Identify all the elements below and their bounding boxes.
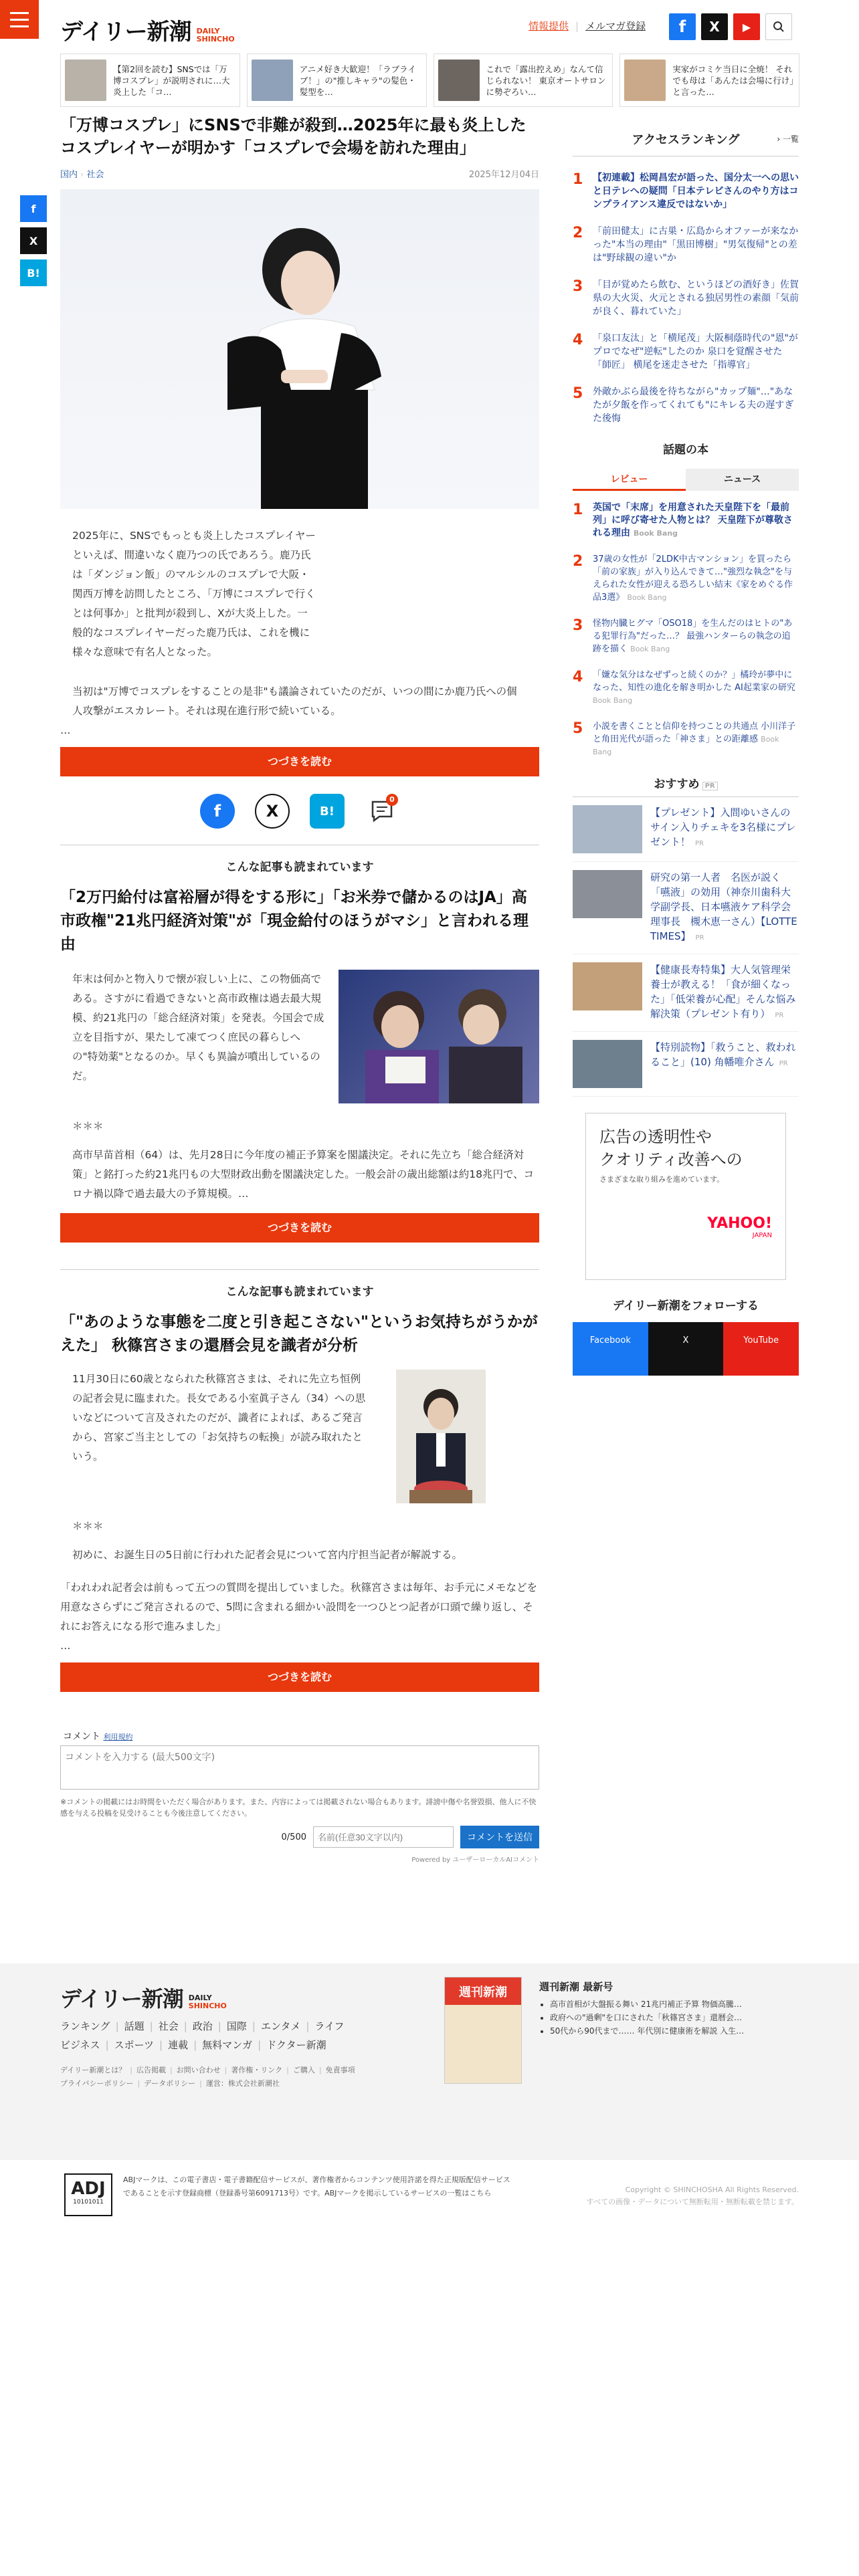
rank-number: 3 bbox=[573, 278, 583, 295]
osusume-title: おすすめ bbox=[654, 778, 700, 791]
abj-mark bbox=[64, 2173, 112, 2216]
stars: ＊＊＊ bbox=[72, 1120, 104, 1132]
search-icon[interactable] bbox=[765, 13, 792, 40]
recommend-thumbnail bbox=[573, 870, 642, 918]
footer-nav bbox=[60, 2017, 345, 2036]
site-logo[interactable] bbox=[60, 13, 235, 46]
article-date: 2025年12月04日 bbox=[468, 170, 539, 180]
footer-link[interactable]: 無料マンガ bbox=[202, 2039, 253, 2051]
ranking-title: アクセスランキング bbox=[632, 133, 740, 147]
separator: | bbox=[159, 2039, 163, 2051]
facebook-icon[interactable]: f bbox=[20, 195, 47, 222]
related-article-body bbox=[60, 970, 539, 1103]
copyright bbox=[586, 2184, 799, 2208]
recommend-item[interactable] bbox=[573, 797, 799, 862]
ranking-item[interactable] bbox=[573, 379, 799, 432]
osusume-heading bbox=[573, 774, 799, 797]
separator: | bbox=[149, 2020, 153, 2032]
book-number: 3 bbox=[573, 617, 583, 634]
book-item[interactable] bbox=[573, 611, 799, 662]
book-title: 小説を書くことと信仰を持つことの共通点 小川洋子と角田光代が語った「神さま」との距離感 bbox=[593, 722, 796, 744]
separator: | bbox=[258, 2039, 262, 2051]
footer-link[interactable]: 免責事項 bbox=[325, 2066, 355, 2074]
follow-label: Facebook bbox=[589, 1335, 631, 1346]
main-column bbox=[60, 114, 539, 1864]
promo-text: 【第2回を読む】SNSでは「万博コスプレ」が説明されに…大炎上した「コ… bbox=[113, 64, 230, 97]
book-source: Book Bang bbox=[630, 645, 670, 653]
yahoo-sub: JAPAN bbox=[752, 1232, 772, 1239]
x-icon[interactable]: X bbox=[701, 13, 728, 40]
separator: | bbox=[224, 2066, 227, 2074]
footer-nav bbox=[60, 2036, 326, 2054]
comment-section bbox=[60, 1729, 539, 1864]
recommend-item[interactable] bbox=[573, 862, 799, 954]
abj-text: ABJマークは、この電子書店・電子書籍配信サービスが、著作権者からコンテンツ使用許諾を得た正規版配信サービスであることを示す登録商標（登録番号第6091713号）です。ABJマークを掲示しているサービスの一覧はこちら bbox=[123, 2175, 510, 2197]
divider bbox=[60, 1269, 539, 1270]
ad-banner[interactable] bbox=[585, 1113, 786, 1280]
footer-link[interactable]: 著作権・リンク bbox=[231, 2066, 283, 2074]
char-count: 0/500 bbox=[281, 1832, 306, 1842]
newsletter-link[interactable]: メルマガ登録 bbox=[585, 20, 646, 32]
rank-title: 「泉口友汰」と「横尾茂」大阪桐蔭時代の"恩"がプロでなぜ"逆転"したのか 泉口を覚醒させた「師匠」 横尾を迷走させた「指導官」 bbox=[593, 333, 798, 370]
footer-link[interactable]: 国際 bbox=[226, 2020, 247, 2032]
weekly-item[interactable]: • 高市首相が大盤振る舞い 21兆円補正予算 物価高騰… bbox=[550, 1998, 767, 2011]
footer-logo-en bbox=[189, 1994, 227, 2010]
related-article-title[interactable]: 「2万円給付は富裕層が得をする形に」「お米券で儲かるのはJA」高市政権"21兆円経済対策"が「現金給付のほうがマシ」と言われる理由 bbox=[60, 889, 529, 953]
recommend-title: 研究の第一人者 名医が説く「嚥液」の効用（神奈川歯科大学副学長、日本嚥液ケア科学会理事長 槻木恵一さん）【LOTTE TIMES】 bbox=[650, 871, 797, 942]
hamburger-bar bbox=[10, 25, 29, 27]
book-source: Book Bang bbox=[593, 696, 633, 705]
related-heading: こんな記事も読まれています bbox=[225, 1285, 374, 1299]
footer-link[interactable]: 広告掲載 bbox=[136, 2066, 166, 2074]
related-article-title[interactable]: 「"あのような事態を二度と引き起こさない"というお気持ちがうかがえた」 秋篠宮さまの還暦会見を識者が分析 bbox=[60, 1313, 538, 1354]
follow-label: YouTube bbox=[743, 1335, 779, 1346]
footer-logo[interactable] bbox=[60, 1982, 227, 2013]
book-source: Book Bang bbox=[627, 593, 667, 602]
comment-count-badge: 0 bbox=[386, 794, 398, 806]
recommend-title: 【特別読物】「救うこと、救われること」(10) 角幡唯介さん bbox=[650, 1041, 796, 1068]
follow-heading: デイリー新潮をフォローする bbox=[612, 1299, 759, 1313]
book-title: 怪物内臓ヒグマ「OSO18」を生んだのはヒトの"ある犯罪行為"だった…？ 最強ハンターらの執念の追跡を描く bbox=[593, 619, 793, 654]
footer-link[interactable]: ドクター新潮 bbox=[266, 2039, 326, 2051]
sidebar bbox=[573, 130, 799, 1416]
recommend-item[interactable] bbox=[573, 1032, 799, 1097]
weekly-cover-title: 週刊新潮 bbox=[459, 1985, 507, 2000]
promo-item[interactable] bbox=[247, 53, 427, 107]
floating-share bbox=[20, 195, 47, 286]
related-heading: こんな記事も読まれています bbox=[225, 861, 374, 874]
article-paragraph: 「われわれ記者会は前もって五つの質問を提出していました。秋篠宮さまは毎年、お手元にメモなどを用意なさらずにご発言されるので、5問に含まれる細かい設問を一つひとつ記者が口頭で繰り返し、それにお答えになる形で進みました」 bbox=[60, 1582, 538, 1632]
continue-reading-button[interactable]: つづきを読む bbox=[60, 1213, 539, 1243]
facebook-icon: f bbox=[605, 1389, 616, 1416]
separator: | bbox=[575, 19, 579, 32]
article-paragraph: 11月30日に60歳となられた秋篠宮さまは、それに先立ち恒例の記者会見に臨まれた。長女である小室眞子さん（34）への思いなどについて言及されたのだが、識者によれば、あるご発言から、宮家ご当主としての「お気持ちの転換」が読み取れたという。 bbox=[72, 1373, 366, 1463]
books-tabs bbox=[573, 469, 799, 491]
category-link[interactable]: 社会 bbox=[86, 170, 104, 180]
hatena-icon[interactable]: B! bbox=[20, 259, 47, 286]
comment-note: ※コメントの掲載にはお時間をいただく場合があります。また、内容によっては掲載されない場合もあります。誹謗中傷や名誉毀損、他人に不快感を与える投稿を見受けることも今後注意してください。 bbox=[60, 1798, 537, 1818]
promo-thumbnail bbox=[252, 60, 293, 101]
weekly-title: 週刊新潮 最新号 bbox=[539, 1981, 613, 1993]
footer-link[interactable]: 話題 bbox=[124, 2020, 145, 2032]
recommend-thumbnail bbox=[573, 1040, 642, 1088]
separator: | bbox=[115, 2020, 119, 2032]
x-icon[interactable]: X bbox=[255, 794, 290, 829]
footer-link[interactable]: ランキング bbox=[60, 2020, 110, 2032]
article-paragraph: 年末は何かと物入りで懐が寂しい上に、この物価高である。さすがに看過できないと高市政権は過去最大規模、約21兆円の「総合経済対策」を発表。今国会で成立を目指すが、果たして凍てつく庶民の暮らしへの"特効薬"となるのか。早くも異論が噴出しているのだ。 bbox=[72, 973, 324, 1082]
tab-news[interactable]: ニュース bbox=[686, 469, 799, 491]
book-title-wrap bbox=[593, 553, 799, 604]
stars: ＊＊＊ bbox=[72, 1520, 104, 1532]
book-number: 5 bbox=[573, 720, 583, 737]
pr-tag: PR bbox=[702, 782, 718, 790]
abj-number: 10101011 bbox=[73, 2199, 104, 2206]
book-item[interactable] bbox=[573, 714, 799, 765]
logo-text: デイリー新潮 bbox=[60, 19, 191, 45]
promo-item[interactable] bbox=[619, 53, 799, 107]
submit-comment-button[interactable]: コメントを送信 bbox=[460, 1826, 539, 1848]
footer-link[interactable]: スポーツ bbox=[114, 2039, 155, 2051]
book-item[interactable] bbox=[573, 662, 799, 714]
separator: | bbox=[169, 2066, 173, 2074]
book-title-wrap bbox=[593, 669, 799, 707]
footer-link[interactable]: 運営：株式会社新潮社 bbox=[205, 2079, 280, 2088]
article-hero-image bbox=[60, 189, 539, 509]
ellipsis: … bbox=[60, 1640, 71, 1652]
promo-item[interactable] bbox=[60, 53, 240, 107]
footer-logo-text: デイリー新潮 bbox=[60, 1986, 183, 2012]
menu-button[interactable] bbox=[0, 0, 39, 39]
footer-link[interactable]: ライフ bbox=[314, 2020, 345, 2032]
comment-textarea[interactable] bbox=[60, 1745, 539, 1790]
footer-link[interactable]: 政治 bbox=[192, 2020, 213, 2032]
ranking-more-link[interactable]: › 一覧 bbox=[777, 134, 799, 144]
terms-link[interactable]: 利用規約 bbox=[103, 1733, 133, 1741]
separator: | bbox=[318, 2066, 322, 2074]
promo-thumbnail bbox=[65, 60, 106, 101]
related-article-image bbox=[396, 1370, 486, 1503]
rank-title: 外敵かぶら最後を待ちながら"カップ麺"…"あなたが夕飯を作ってくれても"にキレる夫の遅すぎた後悔 bbox=[593, 387, 794, 424]
promo-item[interactable] bbox=[434, 53, 613, 107]
related-article-image bbox=[339, 970, 539, 1103]
footer-link[interactable]: データポリシー bbox=[144, 2079, 196, 2088]
article-paragraph: 高市早苗首相（64）は、先月28日に今年度の補正予算案を閣議決定。それに先立ち「総合経済対策」と銘打った約21兆円もの大型財政出動を閣議決定した。一般会計の歳出総額は約18兆円で、コロナ禍以降で過去最大の予算規模。… bbox=[72, 1149, 535, 1200]
abj-label: ADJ bbox=[71, 2179, 106, 2199]
separator: | bbox=[130, 2066, 132, 2074]
footer bbox=[0, 1963, 859, 2160]
footer-bottom bbox=[0, 2160, 859, 2240]
recommend-title: 【プレゼント】入間ゆいさんのサイン入りチェキを3名様にプレゼント！ bbox=[650, 807, 796, 848]
ad-line: クオリティ改善への bbox=[599, 1150, 743, 1169]
ellipsis: … bbox=[60, 724, 71, 736]
rank-number: 5 bbox=[573, 385, 583, 402]
book-title-wrap bbox=[593, 720, 799, 758]
footer-small-links bbox=[60, 2064, 355, 2077]
ranking-item[interactable] bbox=[573, 272, 799, 325]
ad-line: 広告の透明性や bbox=[599, 1128, 712, 1146]
hatena-icon[interactable]: B! bbox=[310, 794, 345, 829]
footer-link[interactable]: エンタメ bbox=[260, 2020, 301, 2032]
powered-by: Powered by ユーザーローカルAIコメント bbox=[411, 1856, 539, 1864]
separator: | bbox=[286, 2066, 289, 2074]
separator: | bbox=[137, 2079, 140, 2088]
yahoo-logo: YAHOO! bbox=[707, 1215, 772, 1232]
category-link[interactable]: 国内 bbox=[60, 170, 78, 180]
footer-link[interactable]: ご購入 bbox=[292, 2066, 315, 2074]
comment-icon[interactable] bbox=[365, 794, 399, 829]
promo-strip bbox=[60, 53, 799, 107]
youtube-icon: ▶ bbox=[753, 1389, 769, 1411]
recommend-text-wrap bbox=[650, 870, 799, 946]
logo-en-shincho: SHINCHO bbox=[188, 2002, 227, 2010]
books-list bbox=[573, 495, 799, 765]
footer-link[interactable]: プライバシーポリシー bbox=[60, 2079, 134, 2088]
book-title-wrap bbox=[593, 502, 799, 540]
follow-youtube[interactable] bbox=[723, 1322, 799, 1411]
pr-tag: PR bbox=[695, 934, 704, 942]
weekly-items bbox=[539, 1998, 767, 2038]
youtube-icon[interactable]: ▶ bbox=[733, 13, 760, 40]
recommend-thumbnail bbox=[573, 805, 642, 853]
x-icon: X bbox=[677, 1389, 694, 1414]
separator: | bbox=[183, 2020, 187, 2032]
book-title: 37歳の女性が「2LDK中古マンション」を買ったら「前の家族」が入り込んできて…"強烈な執念"を与えられた女性が迎える恐ろしい結末《家をめぐる作品3選》 bbox=[593, 554, 793, 603]
recommend-title: 【健康長寿特集】大人気管理栄養士が教える！「食が細くなった」「低栄養が心配」そんな悩み解決策（プレゼント有り） bbox=[650, 964, 796, 1020]
hamburger-bar bbox=[10, 12, 29, 14]
ad-line: さまざまな取り組みを進めています。 bbox=[599, 1175, 725, 1184]
weekly-item[interactable]: • 政府への"過剰"を口にされた「秋篠宮さま」還暦会… bbox=[550, 2011, 767, 2024]
book-item[interactable] bbox=[573, 495, 799, 546]
ranking-item[interactable] bbox=[573, 218, 799, 272]
ranking-item[interactable] bbox=[573, 325, 799, 379]
ranking-list bbox=[573, 165, 799, 432]
separator: | bbox=[199, 2079, 202, 2088]
follow-label: X bbox=[682, 1335, 689, 1346]
book-number: 2 bbox=[573, 553, 583, 570]
rank-title: 「前田健太」に古巣・広島からオファーが来なかった"本当の理由"「黒田博樹」"男気復帰"との差は"野球観の違い"か bbox=[593, 226, 799, 263]
promo-text: 実家がコミケ当日に全焼！ それでも母は「あんたは会場に行け」と言った… bbox=[672, 64, 794, 97]
pr-tag: PR bbox=[779, 1060, 788, 1067]
tab-review[interactable]: レビュー bbox=[573, 469, 686, 491]
book-source: Book Bang bbox=[593, 735, 779, 756]
footer-link[interactable]: 連載 bbox=[168, 2039, 189, 2051]
book-title: 「嫌な気分はなぜずっと続くのか？」橘玲が夢中になった、知性の進化を解き明かした AI起業家の研究 bbox=[593, 670, 795, 693]
footer-small-links bbox=[60, 2077, 280, 2090]
facebook-icon[interactable]: f bbox=[669, 13, 696, 40]
logo-en-shincho: SHINCHO bbox=[196, 35, 235, 43]
continue-reading-button[interactable]: つづきを読む bbox=[60, 747, 539, 776]
recommend-text-wrap bbox=[650, 1040, 799, 1088]
book-number: 1 bbox=[573, 502, 583, 518]
recommend-text-wrap bbox=[650, 962, 799, 1023]
recommend-text-wrap bbox=[650, 805, 799, 853]
header-icons bbox=[669, 13, 792, 40]
weekly-info bbox=[539, 1979, 767, 2038]
separator: | bbox=[105, 2039, 109, 2051]
rank-title: 【初連載】松岡昌宏が語った、国分太一への思いと日テレへの疑問「日本テレビさんのやり方はコンプライアンス違反ではないか」 bbox=[593, 173, 799, 210]
promo-text: アニメ好き大歓迎！「ラブライブ！」の"推しキャラ"の髪色・髪型を… bbox=[299, 64, 416, 97]
copyright-text: Copyright © SHINCHOSHA All Rights Reserved. bbox=[625, 2185, 799, 2194]
pr-tag: PR bbox=[775, 1012, 784, 1019]
logo-en-daily: DAILY bbox=[188, 1994, 212, 2002]
article-paragraph: 2025年に、SNSでもっとも炎上したコスプレイヤーといえば、間違いなく鹿乃つの氏であろう。鹿乃氏は「ダンジョン飯」のマルシルのコスプレで大阪・関西万博を訪問したところ、「万博にコスプレで行くとは何事か」と批判が殺到し、Xが大炎上した。一般的なコスプレイヤーだった鹿乃氏は、これを機に様々な意味で有名人となった。 bbox=[72, 530, 316, 658]
rights-text: すべての画像・データについて無断転用・無断転載を禁じます。 bbox=[586, 2197, 799, 2206]
facebook-icon[interactable]: f bbox=[200, 794, 235, 829]
logo-en-daily: DAILY bbox=[196, 27, 220, 35]
pr-tag: PR bbox=[695, 840, 704, 847]
article-paragraph: 当初は"万博でコスプレをすることの是非"も議論されていたのだが、いつの間にか鹿乃氏への個人攻撃がエスカレート。それは現在進行形で続いている。 bbox=[72, 685, 517, 717]
follow-buttons bbox=[573, 1322, 799, 1416]
footer-link[interactable]: お問い合わせ bbox=[176, 2066, 221, 2074]
article-title: 「万博コスプレ」にSNSで非難が殺到…2025年に最も炎上したコスプレイヤーが明かす「コスプレで会場を訪れた理由」 bbox=[60, 116, 527, 157]
comment-label: コメント bbox=[63, 1731, 100, 1742]
book-source: Book Bang bbox=[633, 529, 678, 538]
book-title-wrap bbox=[593, 617, 799, 655]
ranking-more-label: 一覧 bbox=[782, 134, 799, 144]
rank-title: 「目が覚めたら飲む、というほどの酒好き」佐賀県の大火災、火元とされる独居男性の素顔「気前が良く、暮れていた」 bbox=[593, 280, 799, 317]
footer-link[interactable]: ビジネス bbox=[60, 2039, 100, 2051]
header-links bbox=[529, 19, 646, 33]
promo-thumbnail bbox=[624, 60, 666, 101]
rank-number: 2 bbox=[573, 225, 583, 241]
weekly-item[interactable]: • 50代から90代まで…… 年代別に健康術を解説 入生… bbox=[550, 2024, 767, 2038]
separator: | bbox=[306, 2020, 310, 2032]
name-input[interactable] bbox=[313, 1826, 454, 1848]
ranking-item[interactable] bbox=[573, 165, 799, 218]
book-number: 4 bbox=[573, 669, 583, 685]
x-icon[interactable]: X bbox=[20, 227, 47, 254]
related-article-body bbox=[60, 1370, 539, 1503]
book-item[interactable] bbox=[573, 546, 799, 611]
recommend-item[interactable] bbox=[573, 954, 799, 1032]
follow-facebook[interactable] bbox=[573, 1322, 648, 1416]
continue-reading-button[interactable]: つづきを読む bbox=[60, 1662, 539, 1692]
info-link[interactable]: 情報提供 bbox=[529, 20, 569, 32]
hamburger-bar bbox=[10, 19, 29, 21]
follow-x[interactable] bbox=[648, 1322, 724, 1414]
separator: | bbox=[193, 2039, 197, 2051]
osusume-list bbox=[573, 797, 799, 1097]
share-buttons bbox=[60, 794, 539, 829]
footer-link[interactable]: デイリー新潮とは？ bbox=[60, 2066, 126, 2074]
recommend-thumbnail bbox=[573, 962, 642, 1010]
ranking-header bbox=[573, 130, 799, 156]
promo-thumbnail bbox=[438, 60, 480, 101]
separator: | bbox=[217, 2020, 221, 2032]
promo-text: これで「露出控えめ」なんて信じられない！ 東京オートサロンに勢ぞろい… bbox=[486, 64, 606, 97]
rank-number: 4 bbox=[573, 332, 583, 348]
article-meta: 国内 › 社会 2025年12月04日 bbox=[60, 167, 539, 180]
footer-link[interactable]: 社会 bbox=[158, 2020, 179, 2032]
book-title: 英国で「末席」を用意された天皇陛下を「最前列」に呼び寄せた人物とは？ 天皇陛下が尊敬される理由 bbox=[593, 502, 793, 538]
separator: | bbox=[252, 2020, 256, 2032]
rank-number: 1 bbox=[573, 171, 583, 188]
weekly-cover[interactable] bbox=[444, 1977, 522, 2084]
article-paragraph: 初めに、お誕生日の5日前に行われた記者会見について宮内庁担当記者が解説する。 bbox=[72, 1549, 463, 1561]
logo-english bbox=[197, 27, 235, 43]
books-heading: 話題の本 bbox=[663, 443, 708, 457]
